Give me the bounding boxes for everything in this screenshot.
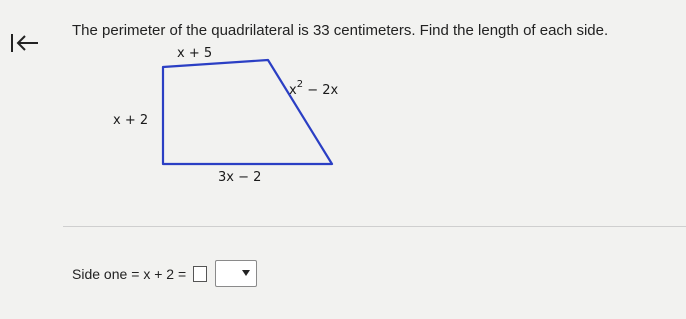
right-side-label: $x^2 - 2x$ <box>289 79 339 98</box>
quadrilateral-figure <box>100 38 360 188</box>
answer-expression: = x + 2 = <box>131 265 187 282</box>
back-button[interactable] <box>6 28 44 58</box>
left-side-label: x + 2 <box>113 113 149 128</box>
unit-dropdown[interactable] <box>215 260 257 287</box>
back-to-start-arrow-icon <box>6 28 44 58</box>
top-side-label: x + 5 <box>177 46 213 61</box>
answer-row <box>72 260 257 287</box>
question-text: The perimeter of the quadrilateral is 33 centimeters. Find the length of each side. <box>72 22 609 39</box>
quadrilateral-shape <box>163 60 332 164</box>
answer-input[interactable] <box>193 266 207 282</box>
answer-label: Side one <box>72 265 128 282</box>
bottom-side-label: 3x − 2 <box>218 170 262 185</box>
chevron-down-icon <box>242 270 250 276</box>
section-divider <box>63 226 686 227</box>
